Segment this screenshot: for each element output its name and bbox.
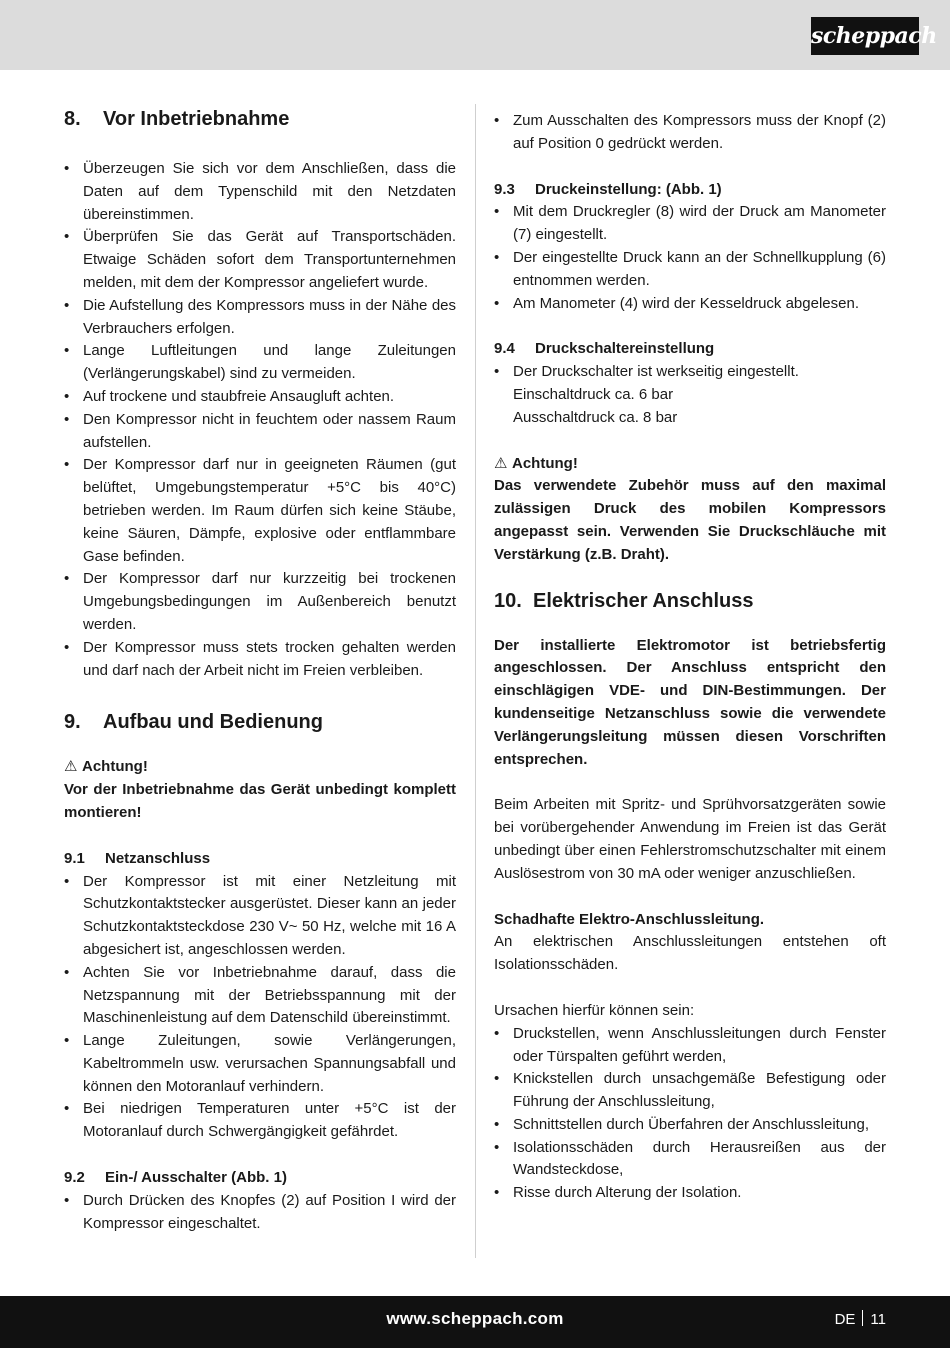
page-indicator [835, 1310, 886, 1328]
damaged-cable-heading: Schadhafte Elektro-Anschlussleitung. [494, 910, 765, 928]
subsection-9-3-list [494, 201, 886, 315]
section-8-heading: 8. Vor Inbetriebnahme [64, 108, 290, 130]
list-item: • Druckstellen, wenn Anschlussleitungen durch Fenster oder Türspalten geführt werden, [494, 1023, 886, 1069]
list-item: • Die Aufstellung des Kompressors muss in der Nähe des Verbrauchers erfolgen. [64, 295, 456, 341]
footer-separator [862, 1310, 863, 1326]
list-item: • Isolationsschäden durch Herausreißen aus der Wandsteckdose, [494, 1137, 886, 1183]
section-10-paragraph: Beim Arbeiten mit Spritz- und Sprühvorsatzgeräten sowie bei vorübergehender Anwendung im Freien ist das Gerät unbedingt über einen Fehlerstromschutzschalter mit einem Auslösestrom von 30 mA oder weniger anzuschließen. [494, 796, 886, 882]
list-item: • Den Kompressor nicht in feuchtem oder nassem Raum aufstellen. [64, 409, 456, 455]
list-item: • Auf trockene und staubfreie Ansaugluft achten. [64, 386, 456, 409]
section-8-list [64, 158, 456, 682]
scheppach-logo: scheppach [811, 17, 919, 55]
subsection-9-2-heading: 9.2 Ein-/ Ausschalter (Abb. 1) [64, 1169, 287, 1187]
list-item: • Der Kompressor darf nur kurzzeitig bei trockenen Umgebungsbedingungen im Außenbereich benutzt werden. [64, 568, 456, 636]
footer-website-link[interactable]: www.scheppach.com [386, 1309, 564, 1328]
list-item: • Lange Luftleitungen und lange Zuleitungen (Verlängerungskabel) sind zu vermeiden. [64, 340, 456, 386]
list-item: • Überzeugen Sie sich vor dem Anschließen, dass die Daten auf dem Typenschild mit den Netzdaten übereinstimmen. [64, 158, 456, 226]
section-10-heading: 10. Elektrischer Anschluss [494, 589, 754, 612]
header-bar [0, 0, 950, 70]
subsection-9-2-list-part1 [64, 1190, 456, 1236]
list-item: • Überprüfen Sie das Gerät auf Transportschäden. Etwaige Schäden sofort dem Transportunternehmen melden, mit dem der Kompressor angeliefert wurde. [64, 226, 456, 294]
list-item: • Der Kompressor muss stets trocken gehalten werden und darf nach der Arbeit nicht im Freien verbleiben. [64, 637, 456, 683]
subsection-9-4-list [494, 361, 886, 384]
list-item: • Der Druckschalter ist werkseitig eingestellt. [494, 361, 886, 384]
section-9-heading: 9. Aufbau und Bedienung [64, 711, 323, 734]
subsection-9-1-list [64, 871, 456, 1145]
list-item: • Achten Sie vor Inbetriebnahme darauf, dass die Netzspannung mit der Betriebsspannung mit der Maschinenleistung auf dem Datenschild übereinstimmt. [64, 962, 456, 1030]
list-item: • Risse durch Alterung der Isolation. [494, 1182, 886, 1205]
subsection-9-2-list-part2 [494, 110, 886, 156]
language-code: DE [834, 1311, 856, 1328]
switch-on-pressure: Einschaltdruck ca. 6 bar [513, 385, 674, 403]
switch-off-pressure: Ausschaltdruck ca. 8 bar [513, 408, 678, 426]
list-item: • Durch Drücken des Knopfes (2) auf Position I wird der Kompressor eingeschaltet. [64, 1190, 456, 1236]
warning-icon: ⚠ [494, 454, 508, 472]
warning-icon: ⚠ [64, 758, 78, 776]
list-item: • Zum Ausschalten des Kompressors muss der Knopf (2) auf Position 0 gedrückt werden. [494, 110, 886, 156]
list-item: • Mit dem Druckregler (8) wird der Druck am Manometer (7) eingestellt. [494, 201, 886, 247]
list-item: • Der Kompressor ist mit einer Netzleitung mit Schutzkontaktstecker ausgerüstet. Dieser kann an jeder Schutzkontaktsteckdose 230 V~ 50 Hz, welche mit 16 A abgesichert ist, angeschlossen werden. [64, 871, 456, 962]
list-item: • Lange Zuleitungen, sowie Verlängerungen, Kabeltrommeln usw. verursachen Spannungsabfall und können den Motoranlauf verhindern. [64, 1030, 456, 1098]
list-item: • Der Kompressor darf nur in geeigneten Räumen (gut belüftet, Umgebungstemperatur +5°C bis 40°C) betrieben werden. Im Raum dürfen sich keine Stäube, keine Säuren, Dämpfe, explosive oder entflammbare Gase befinden. [64, 454, 456, 568]
left-column [64, 100, 456, 1235]
list-item: • Bei niedrigen Temperaturen unter +5°C ist der Motoranlauf durch Schwergängigkeit gefährdet. [64, 1098, 456, 1144]
causes-intro: Ursachen hierfür können sein: [494, 1001, 695, 1019]
list-item: • Knickstellen durch unsachgemäße Befestigung oder Führung der Anschlussleitung, [494, 1068, 886, 1114]
subsection-9-1-heading: 9.1 Netzanschluss [64, 849, 211, 867]
page-number: 11 [870, 1311, 886, 1328]
warning-label-2: ⚠ Achtung! [494, 453, 886, 476]
warning-text-2: Das verwendete Zubehör muss auf den maximal zulässigen Druck des mobilen Kompressors angepasst sein. Verwenden Sie Druckschläuche mit Verstärkung (z.B. Draht). [494, 477, 886, 563]
damaged-cable-text: An elektrischen Anschlussleitungen entstehen oft Isolationsschäden. [494, 933, 886, 974]
subsection-9-3-heading: 9.3 Druckeinstellung: (Abb. 1) [494, 180, 722, 198]
list-item: • Der eingestellte Druck kann an der Schnellkupplung (6) entnommen werden. [494, 247, 886, 293]
list-item: • Schnittstellen durch Überfahren der Anschlussleitung, [494, 1114, 886, 1137]
column-divider [475, 104, 476, 1258]
list-item: • Am Manometer (4) wird der Kesseldruck abgelesen. [494, 293, 886, 316]
right-column [494, 110, 886, 1205]
subsection-9-4-heading: 9.4 Druckschaltereinstellung [494, 340, 715, 358]
causes-list [494, 1023, 886, 1205]
warning-label: ⚠ Achtung! [64, 756, 456, 779]
section-10-intro: Der installierte Elektromotor ist betriebsfertig angeschlossen. Der Anschluss entspricht den einschlägigen VDE- und DIN-Bestimmungen. Der kundenseitige Netzanschluss sowie die verwendete Verlängerungsleitung müssen diesen Vorschriften entsprechen. [494, 636, 886, 768]
footer-bar [0, 1296, 950, 1348]
warning-text: Vor der Inbetriebnahme das Gerät unbedingt komplett montieren! [64, 781, 456, 821]
